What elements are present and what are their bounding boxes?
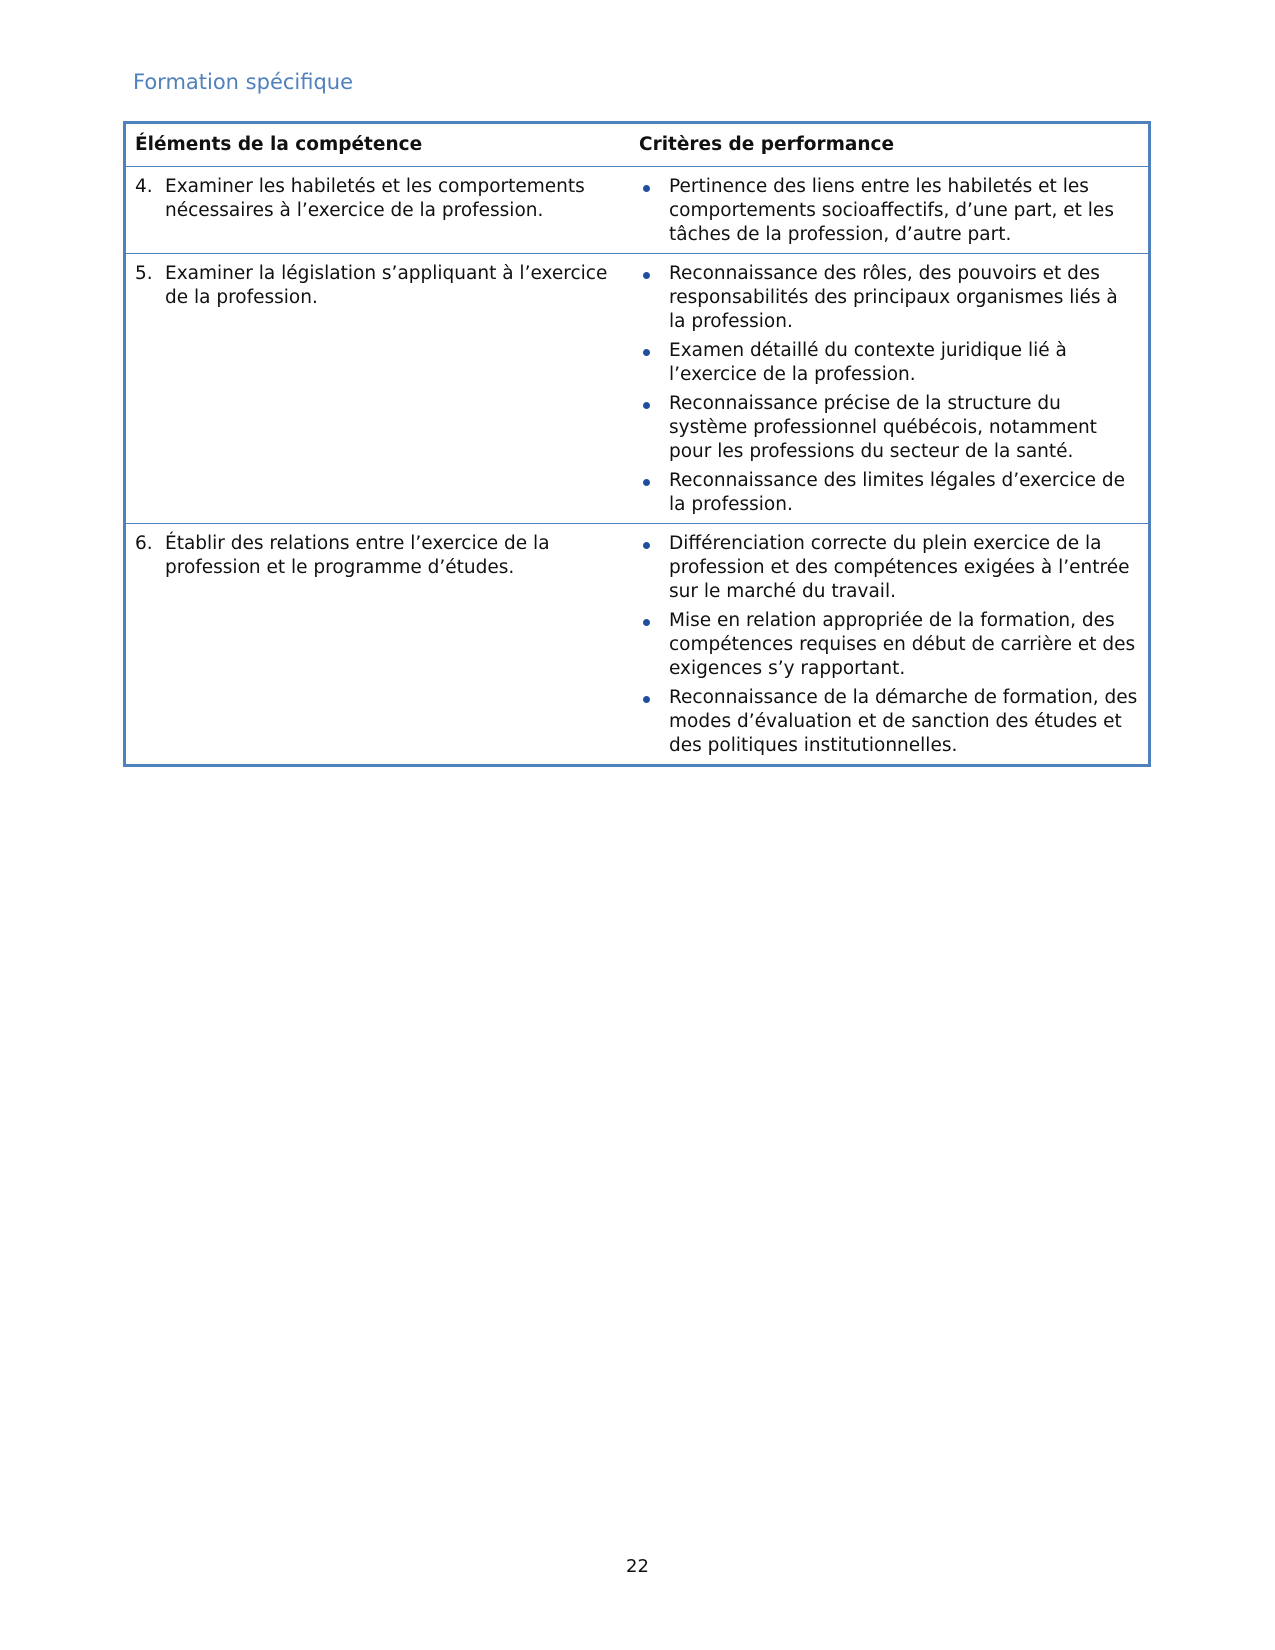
criterion-item xyxy=(639,392,1140,464)
criterion-item xyxy=(639,175,1140,247)
bullet-icon xyxy=(643,542,650,549)
table-row xyxy=(126,523,1148,764)
column-header-elements: Éléments de la compétence xyxy=(135,134,423,155)
criteria-list xyxy=(639,262,1140,517)
criteria-cell xyxy=(639,254,1148,523)
criterion-text: Reconnaissance des limites légales d’exercice de la profession. xyxy=(669,470,1125,515)
bullet-icon xyxy=(643,272,650,279)
bullet-icon xyxy=(643,479,650,486)
table-row xyxy=(126,166,1148,253)
bullet-icon xyxy=(643,402,650,409)
table-header-row xyxy=(126,124,1148,166)
criterion-text: Pertinence des liens entre les habiletés et les comportements socioaffectifs, d’une part, et les tâches de la profession, d’autre part. xyxy=(669,176,1114,245)
element-cell xyxy=(126,524,639,764)
element-cell xyxy=(126,254,639,523)
bullet-icon xyxy=(643,619,650,626)
criteria-cell xyxy=(639,524,1148,764)
criterion-text: Mise en relation appropriée de la formation, des compétences requises en début de carrière et des exigences s’y rapportant. xyxy=(669,610,1136,679)
criterion-item xyxy=(639,469,1140,517)
criteria-list xyxy=(639,175,1140,247)
criterion-item xyxy=(639,609,1140,681)
criterion-item xyxy=(639,339,1140,387)
element-number: 4. xyxy=(135,176,153,197)
page-number: 22 xyxy=(626,1556,649,1577)
element-text: Examiner la législation s’appliquant à l’exercice de la profession. xyxy=(165,263,608,308)
criteria-list xyxy=(639,532,1140,758)
section-title: Formation spécifique xyxy=(133,70,354,94)
element-number: 5. xyxy=(135,263,153,284)
criterion-item xyxy=(639,262,1140,334)
column-header-criteria: Critères de performance xyxy=(639,134,895,155)
criteria-cell xyxy=(639,167,1148,253)
element-text: Examiner les habiletés et les comportements nécessaires à l’exercice de la profession. xyxy=(165,176,585,221)
criterion-text: Différenciation correcte du plein exercice de la profession et des compétences exigées à l’entrée sur le marché du travail. xyxy=(669,533,1130,602)
criterion-text: Reconnaissance de la démarche de formation, des modes d’évaluation et de sanction des études et des politiques institutionnelles. xyxy=(669,687,1138,756)
element-number: 6. xyxy=(135,533,153,554)
competence-table xyxy=(123,121,1151,767)
bullet-icon xyxy=(643,696,650,703)
criterion-item xyxy=(639,532,1140,604)
element-text: Établir des relations entre l’exercice de la profession et le programme d’études. xyxy=(165,533,550,578)
bullet-icon xyxy=(643,185,650,192)
table-row xyxy=(126,253,1148,523)
criterion-text: Examen détaillé du contexte juridique lié à l’exercice de la profession. xyxy=(669,340,1067,385)
criterion-text: Reconnaissance précise de la structure du système professionnel québécois, notamment pour les professions du secteur de la santé. xyxy=(669,393,1097,462)
criterion-item xyxy=(639,686,1140,758)
element-cell xyxy=(126,167,639,253)
bullet-icon xyxy=(643,349,650,356)
criterion-text: Reconnaissance des rôles, des pouvoirs et des responsabilités des principaux organismes liés à la profession. xyxy=(669,263,1118,332)
